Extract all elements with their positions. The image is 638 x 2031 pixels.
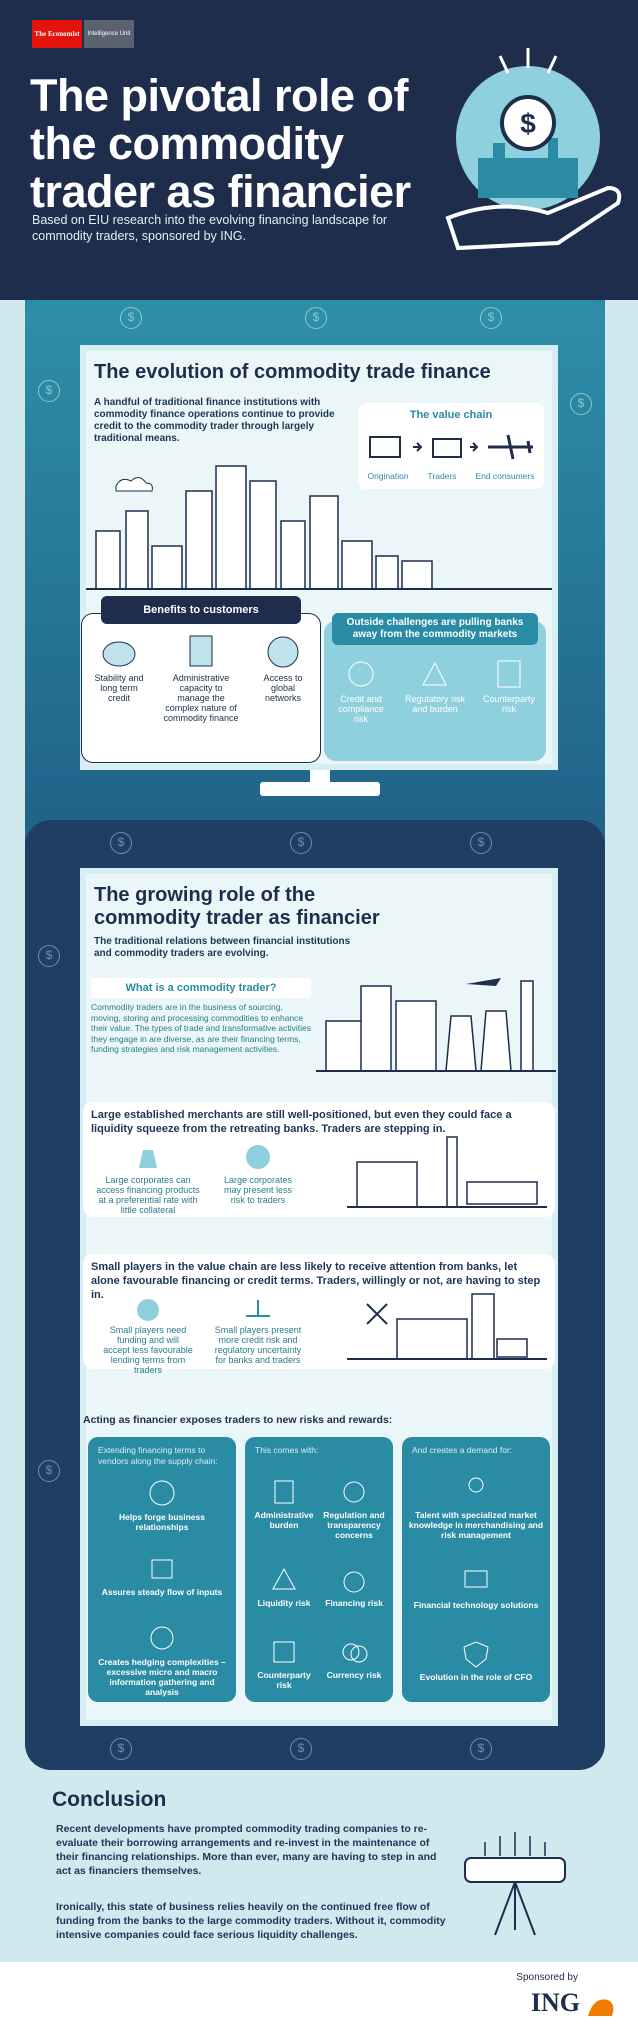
weight-icon [133, 1142, 163, 1172]
contract-chart-icon [269, 1637, 299, 1667]
challenge-regulatory [404, 657, 466, 724]
col3-title: And creates a demand for: [412, 1445, 513, 1455]
col1-item-3-label: Creates hedging complexities – excessive micro and macro information gathering and analysis [98, 1657, 226, 1697]
challenges-title: Outside challenges are pulling banks away from the commodity markets [332, 613, 538, 645]
handshake-icon [146, 1477, 178, 1509]
dollar-icon: $ [305, 307, 327, 329]
dollar-icon: $ [570, 393, 592, 415]
benefits-box [81, 604, 321, 763]
small-item-2-label: Small players present more credit risk and regulatory uncertainty for banks and traders [214, 1325, 302, 1365]
evolution-title: The evolution of commodity trade finance [94, 361, 491, 383]
acting-title: Acting as financier exposes traders to new risks and rewards: [83, 1414, 393, 1426]
computer-icon [459, 1567, 493, 1597]
col2-item-5 [249, 1637, 319, 1690]
telescope-icon [455, 1830, 575, 1940]
conclusion-title: Conclusion [52, 1788, 167, 1811]
value-chain-end-consumers: End consumers [475, 471, 535, 481]
value-chain-title: The value chain [409, 409, 493, 421]
logo-unit: Intelligence Unit [84, 20, 134, 48]
industrial-truck-illustration [347, 1132, 547, 1212]
challenge-counterparty [478, 657, 540, 724]
small-item-2 [213, 1296, 303, 1375]
col2-item-1 [249, 1477, 319, 1530]
col1-item-1-label: Helps forge business relationships [119, 1512, 205, 1532]
growing-intro: The traditional relations between financial institutions and commodity traders are evolving. [94, 936, 351, 959]
hand-coin-icon [344, 657, 378, 691]
dollar-icon: $ [120, 307, 142, 329]
what-text: Commodity traders are in the business of sourcing, moving, storing and processing commodities to enhance their value. The types of trade and transformative activities they engage in are diverse, as are their financing terms, funding strategies and risk management activities. [91, 1002, 312, 1054]
dollar-icon: $ [290, 832, 312, 854]
large-item-1-label: Large corporates can access financing products at a preferential rate with little collateral [96, 1175, 200, 1215]
dollar-icon: $ [38, 1460, 60, 1482]
challenge-counterparty-label: Counterparty risk [482, 694, 536, 714]
col2-item-6-label: Currency risk [326, 1670, 382, 1680]
evolution-intro: A handful of traditional finance institutions with commodity finance operations continue to provide credit to the commodity trader through largely traditional means. [94, 397, 335, 444]
footer [0, 1962, 638, 2031]
hand-globe-dollar-icon [438, 48, 628, 268]
col2-item-2-label: Regulation and transparency concerns [323, 1510, 385, 1540]
svg-text:$: $ [520, 108, 536, 139]
conclusion [0, 1770, 638, 1960]
globe-network-icon [263, 634, 303, 670]
piggy-bank-icon [99, 634, 139, 670]
challenge-regulatory-label: Regulatory risk and burden [404, 694, 466, 714]
dollar-icon: $ [480, 307, 502, 329]
shield-icon [459, 1639, 493, 1669]
col1-item-3 [96, 1622, 228, 1697]
small-item-1-label: Small players need funding and will accept less favourable lending terms from traders [103, 1325, 193, 1375]
col2-title: This comes with: [255, 1445, 319, 1455]
col1-item-2 [98, 1552, 226, 1597]
small-item-1 [103, 1296, 193, 1375]
header [0, 0, 638, 300]
gavel-icon [418, 657, 452, 691]
acting-col-3 [402, 1437, 550, 1702]
col1-title: Extending financing terms to vendors along the supply chain: [98, 1445, 218, 1466]
value-chain-origination: Origination [367, 471, 409, 481]
inflow-box-icon [146, 1552, 178, 1584]
lion-icon [584, 1992, 618, 2020]
col2-item-2 [319, 1477, 389, 1540]
benefits-title: Benefits to customers [101, 596, 301, 624]
liquidity-drop-icon [269, 1565, 299, 1595]
dollar-icon: $ [470, 832, 492, 854]
col3-item-1-label: Talent with specialized market knowledge in merchandising and risk management [408, 1510, 544, 1540]
col2-item-1-label: Administrative burden [254, 1510, 314, 1530]
benefit-stability [88, 634, 150, 723]
dollar-cycle-icon [146, 1622, 178, 1654]
team-icon [459, 1473, 493, 1507]
money-bag-icon [339, 1565, 369, 1595]
dollar-icon: $ [290, 1738, 312, 1760]
check-badge-icon [243, 1142, 273, 1172]
evolution-card [80, 345, 558, 770]
value-chain-traders: Traders [427, 471, 457, 481]
what-box [91, 978, 311, 1078]
col2-item-4-label: Financing risk [325, 1598, 383, 1608]
challenge-credit-label: Credit and compliance risk [338, 694, 384, 724]
col2-item-6 [319, 1637, 389, 1680]
dollar-icon: $ [110, 1738, 132, 1760]
col3-item-3-label: Evolution in the role of CFO [419, 1672, 533, 1682]
benefit-networks [252, 634, 314, 723]
scales-icon [243, 1296, 273, 1322]
small-text: Small players in the value chain are less likely to receive attention from banks, let alone favourable financing or credit terms. Traders, willingly or not, are having to step in. [91, 1261, 541, 1301]
dollar-icon: $ [470, 1738, 492, 1760]
benefit-admin-label: Administrative capacity to manage the complex nature of commodity finance [163, 673, 239, 723]
page-subtitle: Based on EIU research into the evolving financing landscape for commodity traders, sponsored by ING. [32, 213, 388, 243]
col2-item-3 [249, 1565, 319, 1608]
challenge-credit [330, 657, 392, 724]
challenges-box [324, 617, 546, 761]
dollar-icon: $ [38, 380, 60, 402]
conclusion-p2: Ironically, this state of business relies heavily on the continued free flow of funding from the banks to the large commodity traders. Without it, commodity intensive companies could face serious liquidity challenges. [56, 1901, 446, 1941]
large-text: Large established merchants are still well-positioned, but even they could face a liquidity squeeze from the retreating banks. Traders are stepping in. [91, 1109, 512, 1135]
col3-item-1 [408, 1473, 544, 1540]
large-item-1 [93, 1142, 203, 1215]
small-players-box [83, 1254, 555, 1375]
large-merchants-box [83, 1102, 555, 1217]
col1-item-1 [98, 1477, 226, 1532]
col3-item-2 [408, 1567, 544, 1610]
col3-item-2-label: Financial technology solutions [413, 1600, 539, 1610]
ing-logo: ING [530, 1988, 580, 2017]
farm-illustration [347, 1284, 547, 1364]
money-bag-icon [133, 1296, 163, 1322]
paperwork-icon [269, 1477, 299, 1507]
col2-item-5-label: Counterparty risk [257, 1670, 311, 1690]
certificate-icon [339, 1477, 369, 1507]
coins-icon [339, 1637, 369, 1667]
dollar-icon: $ [110, 832, 132, 854]
acting-col-1 [88, 1437, 236, 1702]
benefit-admin [162, 634, 240, 723]
conclusion-p1: Recent developments have prompted commodity trading companies to re-evaluate their borrowing arrangements and re-invest in the maintenance of their financing relationships. More than ever, many are having to step in and act as financiers themselves. [56, 1823, 437, 1877]
value-chain-icons [358, 425, 544, 465]
large-item-2 [223, 1142, 293, 1215]
what-title: What is a commodity trader? [91, 978, 311, 998]
dollar-icon: $ [38, 945, 60, 967]
col2-item-3-label: Liquidity risk [257, 1598, 311, 1608]
logo-brand: The Economist [32, 20, 82, 48]
contract-icon [492, 657, 526, 691]
col3-item-3 [408, 1639, 544, 1682]
growing-title: The growing role of the commodity trader as financier [94, 884, 380, 929]
eiu-logo [32, 20, 134, 48]
acting-col-2 [245, 1437, 393, 1702]
benefit-networks-label: Access to global networks [263, 673, 303, 703]
stand-illustration [240, 770, 400, 800]
city-skyline-illustration [86, 461, 552, 591]
benefit-stability-label: Stability and long term credit [94, 673, 144, 703]
document-icon [186, 634, 216, 670]
sponsored-by: Sponsored by [516, 1972, 578, 1983]
page-title: The pivotal role of the commodity trader as financier [30, 70, 411, 217]
col1-item-2-label: Assures steady flow of inputs [101, 1587, 223, 1597]
col2-item-4 [319, 1565, 389, 1608]
large-item-2-label: Large corporates may present less risk to traders [223, 1175, 293, 1205]
factory-illustration [316, 966, 556, 1076]
